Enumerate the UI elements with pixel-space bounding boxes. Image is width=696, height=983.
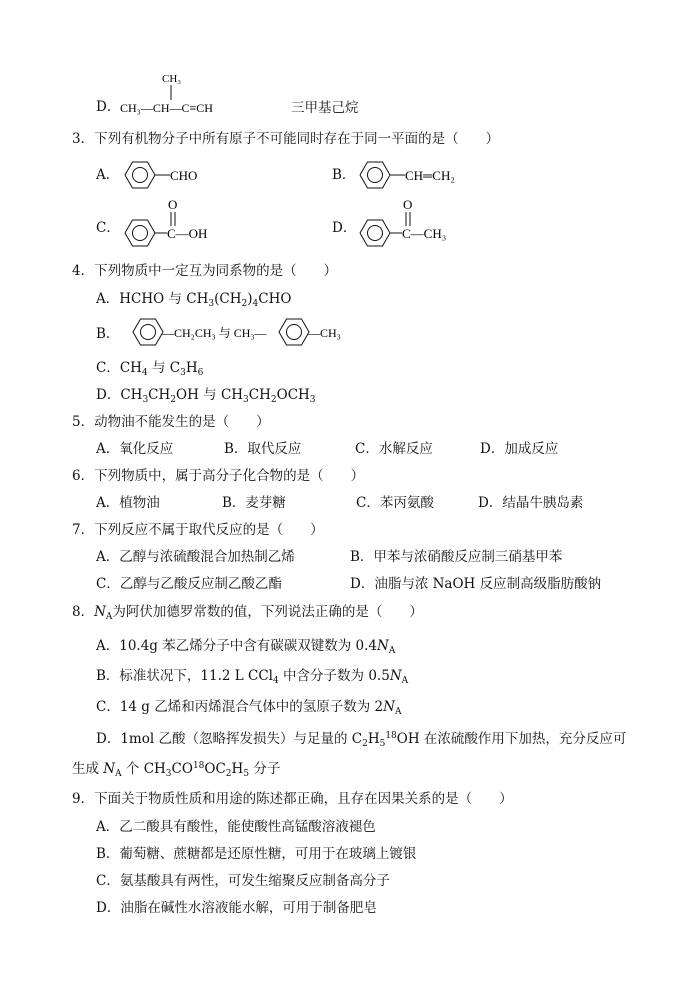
q3-stem: 3．下列有机物分子中所有原子不可能同时存在于同一平面的是（ ） — [72, 131, 500, 147]
q5-stem: 5．动物油不能发生的是（ ） — [72, 414, 270, 430]
q4-option-d: D．$CH_3CH_2OH$ 与 $CH_3CH_2OCH_3$ — [96, 387, 316, 405]
vinyl-group: CH═CH₂ — [405, 168, 455, 183]
aromatic-circle — [133, 168, 148, 183]
benzene-ring-icon — [133, 319, 163, 345]
q7-option-c: C．乙醇与乙酸反应制乙酸乙酯 — [96, 576, 282, 592]
aromatic-circle — [368, 168, 383, 183]
q9-option-b: B．葡萄糖、蔗糖都是还原性糖，可用于在玻璃上镀银 — [96, 846, 417, 862]
benzene-ring-icon — [125, 220, 155, 246]
q9-option-d: D．油脂在碱性水溶液能水解，可用于制备肥皂 — [96, 900, 377, 916]
q4-b-structures — [126, 315, 376, 349]
q6-stem: 6．下列物质中，属于高分子化合物的是（ ） — [72, 468, 365, 484]
q8-option-d-continued: 生成 $N_A$ 个 $CH_3CO^{18}OC_2H_5$ 分子 — [72, 761, 281, 779]
para-methyl: —CH₃ — [308, 326, 341, 340]
q3-option-a-label: A． — [96, 167, 120, 183]
q3-option-d-label: D． — [332, 220, 357, 236]
q7-option-a: A．乙醇与浓硫酸混合加热制乙烯 — [96, 549, 295, 565]
q5-option-b: B．取代反应 — [224, 441, 302, 457]
aromatic-circle — [287, 325, 302, 340]
q8-stem: 8．$N_A$为阿伏加德罗常数的值，下列说法正确的是（ ） — [72, 604, 423, 622]
q6-option-b: B．麦芽糖 — [222, 495, 286, 511]
q2-d-name: 三甲基己烷 — [291, 100, 359, 116]
q6-option-a: A．植物油 — [96, 495, 160, 511]
q5-option-c: C．水解反应 — [355, 441, 433, 457]
q3-d-acetophenone — [353, 196, 473, 250]
q3-a-benzaldehyde — [118, 158, 228, 192]
q4-stem: 4．下列物质中一定互为同系物的是（ ） — [72, 263, 338, 279]
q9-option-a: A．乙二酸具有酸性，能使酸性高锰酸溶液褪色 — [96, 819, 376, 835]
acid-group: C—OH — [167, 226, 208, 241]
q5-option-a: A．氧化反应 — [96, 441, 174, 457]
q8-option-c: C．14 g 乙烯和丙烯混合气体中的氢原子数为 $2N_A$ — [96, 699, 402, 717]
aromatic-circle — [368, 226, 383, 241]
q4-option-b-label: B． — [96, 326, 120, 342]
option-label: D． — [96, 99, 121, 115]
q8-option-b: B．标准状况下，11.2 L CCl$_4$ 中含分子数为 $0.5N_A$ — [96, 668, 409, 686]
benzene-ring-icon — [360, 162, 390, 188]
carbonyl-oxygen: O — [168, 197, 178, 212]
q7-option-b: B．甲苯与浓硝酸反应制三硝基甲苯 — [350, 549, 563, 565]
q4-option-a: A．HCHO 与 $CH_3(CH_2)_4CHO$ — [96, 291, 292, 309]
q5-option-d: D．加成反应 — [480, 441, 559, 457]
q6-option-d: D．结晶牛胰岛素 — [478, 495, 584, 511]
q9-option-c: C．氨基酸具有两性，可发生缩聚反应制备高分子 — [96, 873, 390, 889]
q3-option-c-label: C． — [96, 220, 120, 236]
q4-option-c: C．$CH_4$ 与 $C_3H_6$ — [96, 360, 204, 378]
benzene-ring-icon — [360, 220, 390, 246]
q6-option-c: C．苯丙氨酸 — [356, 495, 434, 511]
q8-option-a: A．10.4g 苯乙烯分子中含有碳碳双键数为 $0.4N_A$ — [96, 638, 396, 656]
q3-c-benzoic-acid — [118, 196, 228, 250]
methyl-ketone-group: C—CH₃ — [402, 226, 447, 241]
main-chain: CH₃—CH—C≡CH — [120, 101, 213, 115]
q8-option-d: D．1mol 乙酸（忽略挥发损失）与足量的 $C_2H_5^{18}OH$ 在浓硫酸作用下加热，充分反应可 — [96, 731, 627, 749]
q2-d-structure — [116, 68, 266, 120]
q3-b-styrene — [353, 158, 483, 192]
q3-option-b-label: B． — [332, 167, 356, 183]
benzene-ring-icon — [125, 162, 155, 188]
q7-stem: 7．下列反应不属于取代反应的是（ ） — [72, 522, 324, 538]
aromatic-circle — [133, 226, 148, 241]
carbonyl-oxygen: O — [403, 197, 413, 212]
cho-group: CHO — [170, 168, 198, 183]
methyl-branch: CH₃ — [162, 73, 182, 85]
ethyl-and-methyl: —CH₂CH₃ 与 CH₃— — [162, 326, 267, 340]
q7-option-d: D．油脂与浓 NaOH 反应制高级脂肪酸钠 — [350, 576, 602, 592]
aromatic-circle — [141, 325, 156, 340]
q9-stem: 9．下面关于物质性质和用途的陈述都正确，且存在因果关系的是（ ） — [72, 791, 513, 807]
benzene-ring-icon — [279, 319, 309, 345]
